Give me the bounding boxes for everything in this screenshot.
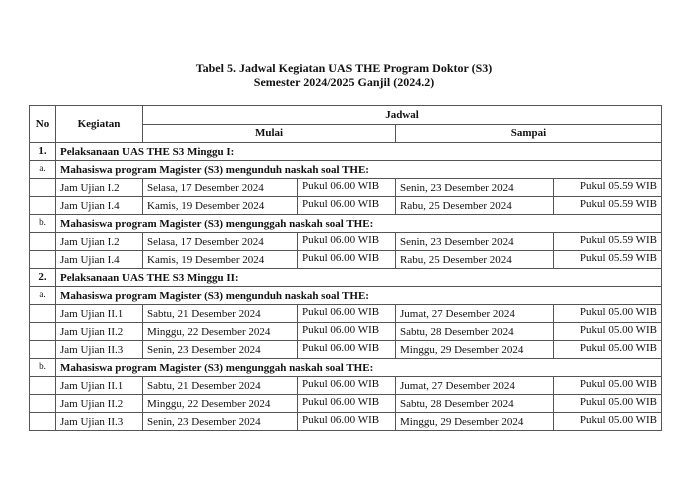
sampai-date-cell: Rabu, 25 Desember 2024 — [396, 197, 554, 215]
mulai-date-cell: Senin, 23 Desember 2024 — [143, 413, 298, 431]
section-number: 2. — [30, 269, 56, 287]
sampai-time-cell: Pukul 05.59 WIB — [554, 197, 662, 215]
table-row — [30, 377, 662, 395]
subsection-row — [30, 161, 662, 179]
kegiatan-cell: Jam Ujian II.1 — [56, 305, 143, 323]
mulai-time-cell: Pukul 06.00 WIB — [298, 377, 396, 395]
mulai-time-cell: Pukul 06.00 WIB — [298, 233, 396, 251]
subsection-title: Mahasiswa program Magister (S3) mengunggah naskah soal THE: — [56, 215, 662, 233]
row-number-empty — [30, 413, 56, 431]
mulai-date-cell: Minggu, 22 Desember 2024 — [143, 323, 298, 341]
mulai-date-cell: Senin, 23 Desember 2024 — [143, 341, 298, 359]
sampai-date-cell: Senin, 23 Desember 2024 — [396, 179, 554, 197]
subsection-row — [30, 359, 662, 377]
table-row — [30, 305, 662, 323]
subsection-letter: a. — [30, 161, 56, 179]
kegiatan-cell: Jam Ujian I.4 — [56, 251, 143, 269]
kegiatan-cell: Jam Ujian II.3 — [56, 341, 143, 359]
mulai-time-cell: Pukul 06.00 WIB — [298, 323, 396, 341]
header-mulai: Mulai — [143, 125, 396, 143]
subsection-letter: a. — [30, 287, 56, 305]
row-number-empty — [30, 251, 56, 269]
sampai-time-cell: Pukul 05.00 WIB — [554, 341, 662, 359]
row-number-empty — [30, 179, 56, 197]
table-row — [30, 251, 662, 269]
kegiatan-cell: Jam Ujian II.2 — [56, 395, 143, 413]
mulai-date-cell: Sabtu, 21 Desember 2024 — [143, 377, 298, 395]
header-sampai: Sampai — [396, 125, 662, 143]
sampai-time-cell: Pukul 05.00 WIB — [554, 395, 662, 413]
table-row — [30, 341, 662, 359]
row-number-empty — [30, 233, 56, 251]
mulai-date-cell: Kamis, 19 Desember 2024 — [143, 251, 298, 269]
table-row — [30, 197, 662, 215]
section-row — [30, 143, 662, 161]
kegiatan-cell: Jam Ujian I.2 — [56, 233, 143, 251]
mulai-time-cell: Pukul 06.00 WIB — [298, 395, 396, 413]
mulai-date-cell: Sabtu, 21 Desember 2024 — [143, 305, 298, 323]
mulai-time-cell: Pukul 06.00 WIB — [298, 197, 396, 215]
table-subtitle: Semester 2024/2025 Ganjil (2024.2) — [253, 75, 435, 89]
sampai-time-cell: Pukul 05.59 WIB — [554, 179, 662, 197]
mulai-time-cell: Pukul 06.00 WIB — [298, 179, 396, 197]
sampai-time-cell: Pukul 05.59 WIB — [554, 251, 662, 269]
mulai-time-cell: Pukul 06.00 WIB — [298, 341, 396, 359]
header-jadwal: Jadwal — [143, 106, 662, 125]
row-number-empty — [30, 323, 56, 341]
mulai-time-cell: Pukul 06.00 WIB — [298, 305, 396, 323]
sampai-date-cell: Jumat, 27 Desember 2024 — [396, 377, 554, 395]
sampai-date-cell: Minggu, 29 Desember 2024 — [396, 413, 554, 431]
schedule-table — [29, 105, 662, 431]
section-number: 1. — [30, 143, 56, 161]
subsection-title: Mahasiswa program Magister (S3) mengunggah naskah soal THE: — [56, 359, 662, 377]
sampai-date-cell: Rabu, 25 Desember 2024 — [396, 251, 554, 269]
mulai-time-cell: Pukul 06.00 WIB — [298, 251, 396, 269]
row-number-empty — [30, 395, 56, 413]
mulai-date-cell: Selasa, 17 Desember 2024 — [143, 179, 298, 197]
mulai-date-cell: Kamis, 19 Desember 2024 — [143, 197, 298, 215]
subsection-title: Mahasiswa program Magister (S3) mengunduh naskah soal THE: — [56, 287, 662, 305]
sampai-date-cell: Minggu, 29 Desember 2024 — [396, 341, 554, 359]
table-row — [30, 413, 662, 431]
header-kegiatan: Kegiatan — [56, 106, 143, 143]
kegiatan-cell: Jam Ujian II.2 — [56, 323, 143, 341]
kegiatan-cell: Jam Ujian I.4 — [56, 197, 143, 215]
sampai-time-cell: Pukul 05.59 WIB — [554, 233, 662, 251]
sampai-time-cell: Pukul 05.00 WIB — [554, 377, 662, 395]
subsection-letter: b. — [30, 215, 56, 233]
table-row — [30, 179, 662, 197]
section-title: Pelaksanaan UAS THE S3 Minggu I: — [56, 143, 662, 161]
mulai-time-cell: Pukul 06.00 WIB — [298, 413, 396, 431]
sampai-time-cell: Pukul 05.00 WIB — [554, 413, 662, 431]
subsection-row — [30, 215, 662, 233]
kegiatan-cell: Jam Ujian I.2 — [56, 179, 143, 197]
sampai-time-cell: Pukul 05.00 WIB — [554, 323, 662, 341]
kegiatan-cell: Jam Ujian II.3 — [56, 413, 143, 431]
section-title: Pelaksanaan UAS THE S3 Minggu II: — [56, 269, 662, 287]
subsection-row — [30, 287, 662, 305]
row-number-empty — [30, 341, 56, 359]
sampai-date-cell: Jumat, 27 Desember 2024 — [396, 305, 554, 323]
subsection-title: Mahasiswa program Magister (S3) mengunduh naskah soal THE: — [56, 161, 662, 179]
header-no: No — [30, 106, 56, 143]
kegiatan-cell: Jam Ujian II.1 — [56, 377, 143, 395]
section-row — [30, 269, 662, 287]
sampai-time-cell: Pukul 05.00 WIB — [554, 305, 662, 323]
row-number-empty — [30, 377, 56, 395]
row-number-empty — [30, 305, 56, 323]
mulai-date-cell: Selasa, 17 Desember 2024 — [143, 233, 298, 251]
table-title: Tabel 5. Jadwal Kegiatan UAS THE Program Doktor (S3) — [195, 61, 493, 75]
subsection-letter: b. — [30, 359, 56, 377]
mulai-date-cell: Minggu, 22 Desember 2024 — [143, 395, 298, 413]
row-number-empty — [30, 197, 56, 215]
sampai-date-cell: Sabtu, 28 Desember 2024 — [396, 395, 554, 413]
schedule-body — [30, 143, 662, 431]
table-row — [30, 233, 662, 251]
sampai-date-cell: Senin, 23 Desember 2024 — [396, 233, 554, 251]
sampai-date-cell: Sabtu, 28 Desember 2024 — [396, 323, 554, 341]
table-row — [30, 323, 662, 341]
table-row — [30, 395, 662, 413]
